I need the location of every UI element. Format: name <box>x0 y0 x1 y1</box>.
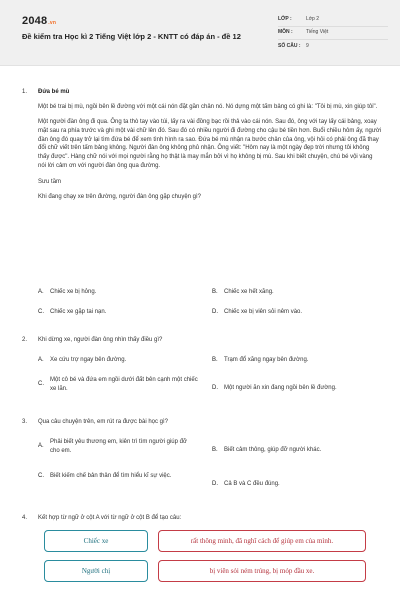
passage-source: Sưu tầm <box>38 178 62 185</box>
meta-row-count <box>278 40 388 53</box>
option-letter: C. <box>38 381 44 388</box>
meta-row-grade <box>278 14 388 27</box>
option-text: Cả B và C đều đúng. <box>224 481 280 487</box>
question-prompt: Khi dừng xe, người đàn ông nhìn thấy điều gì? <box>38 337 163 343</box>
option-c[interactable] <box>38 376 198 393</box>
passage-paragraph: Một người đàn ông đi qua. Ông ta thò tay vào túi, lấy ra vài đồng bạc rồi thả vào cái nón. Sau đó, ông với tay lấy cái bảng, xoay mặt sau ra phía trước và ghi một vài chữ lên đó. Sau đó có nhiều người đi đường cho cậu bé tiền hơn. Buổi chiều hôm ấy, người đàn ông đó quay trở lại tìm đứa bé để xem tình hình ra sao. Đứa bé mù nhận ra bước chân của ông, vội hỏi có phải ông đã thay đổi chữ viết trên tấm bảng không. Người đàn ông không phủ nhận. Ông viết: "Hôm nay là một ngày đẹp trời nhưng tôi không thấy được". Hàng chữ nói với mọi người rằng họ thật là may mắn bởi vì họ không bị mù. Sau khi biết chuyện, chú bé vội vàng nói lời cảm ơn với người đàn ông qua đường. <box>38 119 382 169</box>
question-3 <box>22 418 382 427</box>
option-letter: B. <box>212 289 218 295</box>
option-letter: C. <box>38 473 44 479</box>
page-title: Đề kiểm tra Học kì 2 Tiếng Việt lớp 2 - KNTT có đáp án - đề 12 <box>22 32 241 41</box>
option-letter: D. <box>212 309 218 315</box>
column-b-item[interactable]: rất thông minh, đã nghĩ cách để giúp em của mình. <box>158 530 366 552</box>
option-c[interactable] <box>38 472 198 481</box>
option-letter: B. <box>212 357 218 363</box>
meta-key: LỚP : <box>278 16 292 23</box>
question-number: 1. <box>22 89 28 95</box>
question-prompt: Qua câu chuyện trên, em rút ra được bài học gì? <box>38 419 169 425</box>
option-letter: D. <box>212 481 218 487</box>
option-text: Xe cứu trợ ngay bên đường. <box>50 357 127 363</box>
option-text: Phải biết yêu thương em, kiên trì tìm người giúp đỡ cho em. <box>50 439 187 454</box>
logo-main: 2048 <box>22 15 48 27</box>
option-text: Chiếc xe gặp tai nạn. <box>50 309 107 315</box>
column-b-item[interactable]: bị viên sỏi ném trúng, bị móp đầu xe. <box>158 560 366 582</box>
option-text: Chiếc xe bị viên sỏi nêm vào. <box>224 309 303 315</box>
option-b[interactable] <box>212 288 382 297</box>
column-a-item[interactable]: Chiếc xe <box>44 530 148 552</box>
question-number: 3. <box>22 419 28 425</box>
question-1 <box>22 88 382 202</box>
question-number: 4. <box>22 515 28 521</box>
option-a[interactable] <box>38 356 208 365</box>
question-prompt: Khi đang chạy xe trên đường, người đàn ông gặp chuyện gì? <box>38 194 202 201</box>
meta-value: 9 <box>306 42 309 49</box>
option-letter: D. <box>212 385 218 391</box>
meta-key: SỐ CÂU : <box>278 42 301 49</box>
option-text: Chiếc xe bị hỏng. <box>50 289 97 295</box>
option-a[interactable] <box>38 438 198 455</box>
option-letter: A. <box>38 357 44 363</box>
option-text: Biết cảm thông, giúp đỡ người khác. <box>224 447 322 453</box>
meta-row-subject <box>278 27 388 40</box>
meta-key: MÔN : <box>278 29 293 36</box>
option-b[interactable] <box>212 446 382 455</box>
site-logo[interactable] <box>22 14 56 30</box>
question-prompt: Kết hợp từ ngữ ở cột A với từ ngữ ở cột B để tạo câu: <box>38 515 182 521</box>
meta-value: Tiếng Việt <box>306 29 329 36</box>
option-text: Chiếc xe hết xăng. <box>224 289 274 295</box>
option-d[interactable] <box>212 480 382 489</box>
option-c[interactable] <box>38 308 208 317</box>
option-text: Trạm đổ xăng ngay bên đường. <box>224 357 309 363</box>
question-2 <box>22 336 382 345</box>
passage-paragraph: Một bé trai bị mù, ngồi bên lề đường với một cái nón đặt gần chân nó. Nó dựng một tấm bảng có ghi là: "Tôi bị mù, xin giúp tôi". <box>38 103 378 110</box>
option-letter: A. <box>38 443 44 450</box>
option-d[interactable] <box>212 308 382 317</box>
option-b[interactable] <box>212 356 382 365</box>
option-text: Một cô bé và đứa em ngồi dưới đất bên cạnh một chiếc xe lăn. <box>50 377 198 392</box>
option-text: Biết kiếm chế bản thân để tìm hiểu kĩ sự việc. <box>50 473 172 479</box>
page-header <box>0 0 400 66</box>
passage-title: Đứa bé mù <box>38 89 70 95</box>
exam-meta <box>278 14 388 53</box>
option-letter: C. <box>38 309 44 315</box>
logo-suffix: .vn <box>48 20 57 26</box>
option-text: Một người ăn xin đang ngồi bên lề đường. <box>224 385 337 391</box>
question-4 <box>22 514 382 523</box>
meta-value: Lớp 2 <box>306 16 320 23</box>
option-letter: A. <box>38 289 44 295</box>
option-letter: B. <box>212 447 218 453</box>
option-d[interactable] <box>212 384 382 393</box>
column-a-item[interactable]: Người chị <box>44 560 148 582</box>
question-number: 2. <box>22 337 28 343</box>
option-a[interactable] <box>38 288 208 297</box>
